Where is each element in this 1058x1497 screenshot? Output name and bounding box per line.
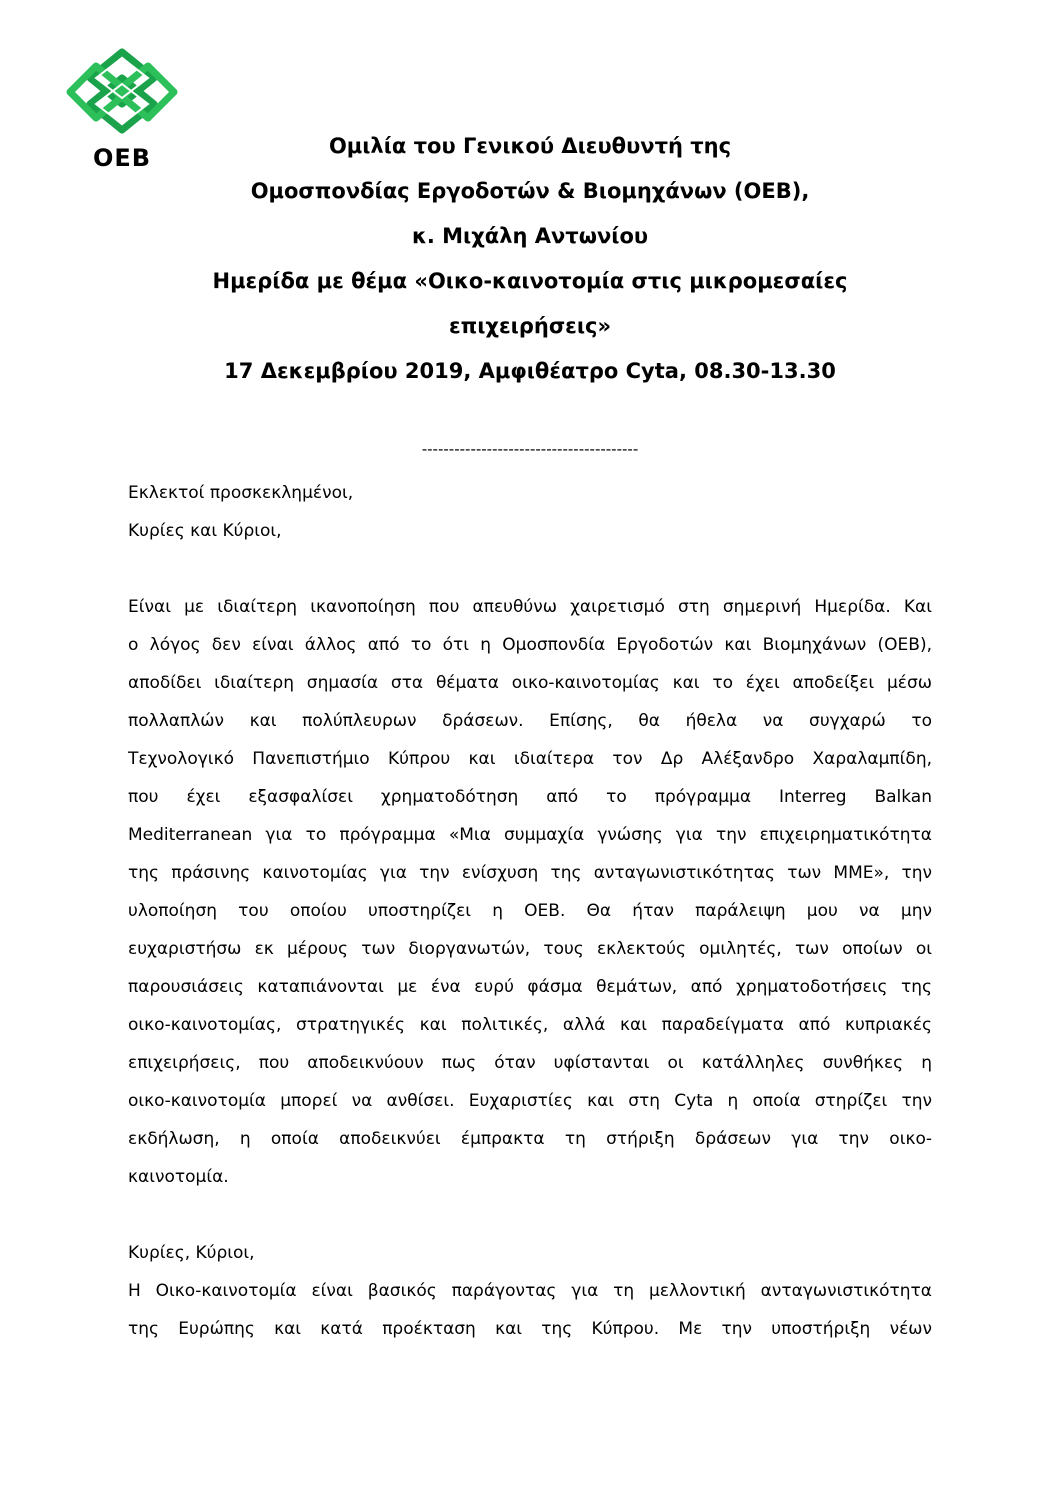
paragraph-line: Η Οικο-καινοτομία είναι βασικός παράγοντας για τη μελλοντική ανταγωνιστικότητα — [128, 1281, 932, 1301]
title-line: Ομιλία του Γενικού Διευθυντή της — [328, 134, 732, 158]
speech-title — [120, 124, 940, 394]
paragraph-line: της πράσινης καινοτομίας για την ενίσχυση της ανταγωνιστικότητας των ΜΜΕ», την — [128, 863, 932, 883]
title-line: κ. Μιχάλη Αντωνίου — [411, 224, 649, 248]
separator-line: ---------------------------------------- — [421, 440, 639, 458]
greeting-guests: Εκλεκτοί προσκεκλημένοι, — [128, 483, 354, 503]
paragraph-line: παρουσιάσεις καταπιάνονται με ένα ευρύ φάσμα θεμάτων, από χρηματοδοτήσεις της — [128, 977, 932, 997]
paragraph-line: καινοτομία. — [128, 1167, 229, 1187]
paragraph-line: οικο-καινοτομίας, στρατηγικές και πολιτικές, αλλά και παραδείγματα από κυπριακές — [128, 1015, 932, 1035]
paragraph-line: που έχει εξασφαλίσει χρηματοδότηση από το πρόγραμμα Interreg Balkan — [128, 787, 932, 807]
paragraph-line: ευχαριστήσω εκ μέρους των διοργανωτών, τους εκλεκτούς ομιλητές, των οποίων οι — [128, 939, 932, 959]
paragraph-eco-innovation — [128, 1272, 932, 1348]
title-line: 17 Δεκεμβρίου 2019, Αμφιθέατρο Cyta, 08.30-13.30 — [224, 359, 836, 383]
paragraph-intro — [128, 588, 932, 1196]
paragraph-line: αποδίδει ιδιαίτερη σημασία στα θέματα οικο-καινοτομίας και το έχει αποδείξει μέσω — [128, 673, 932, 693]
paragraph-line: οικο-καινοτομία μπορεί να ανθίσει. Ευχαριστίες και στη Cyta η οποία στηρίζει την — [128, 1091, 932, 1111]
greeting-ladies-gentlemen-2: Κυρίες, Κύριοι, — [128, 1243, 255, 1263]
paragraph-line: υλοποίηση του οποίου υποστηρίζει η ΟΕΒ. Θα ήταν παράλειψη μου να μην — [128, 901, 932, 921]
paragraph-line: Είναι με ιδιαίτερη ικανοποίηση που απευθύνω χαιρετισμό στη σημερινή Ημερίδα. Και — [128, 597, 932, 617]
logo-text: OEB — [92, 144, 152, 172]
paragraph-line: της Ευρώπης και κατά προέκταση και της Κύπρου. Με την υποστήριξη νέων — [128, 1319, 932, 1339]
title-line: Ομοσπονδίας Εργοδοτών & Βιομηχάνων (ΟΕΒ), — [250, 179, 810, 203]
greeting-ladies-gentlemen: Κυρίες και Κύριοι, — [128, 521, 282, 541]
paragraph-line: πολλαπλών και πολύπλευρων δράσεων. Επίσης, θα ήθελα να συγχαρώ το — [128, 711, 932, 731]
paragraph-line: Τεχνολογικό Πανεπιστήμιο Κύπρου και ιδιαίτερα τον Δρ Αλέξανδρο Χαραλαμπίδη, — [128, 749, 932, 769]
title-line: επιχειρήσεις» — [448, 314, 612, 338]
paragraph-line: επιχειρήσεις, που αποδεικνύουν πως όταν υφίστανται οι κατάλληλες συνθήκες η — [128, 1053, 932, 1073]
paragraph-line: εκδήλωση, η οποία αποδεικνύει έμπρακτα τη στήριξη δράσεων για την οικο- — [128, 1129, 932, 1149]
paragraph-line: Mediterranean για το πρόγραμμα «Μια συμμαχία γνώσης για την επιχειρηματικότητα — [128, 825, 932, 845]
title-line: Ημερίδα με θέμα «Οικο-καινοτομία στις μικρομεσαίες — [212, 269, 848, 293]
paragraph-line: ο λόγος δεν είναι άλλος από το ότι η Ομοσπονδία Εργοδοτών και Βιομηχάνων (ΟΕΒ), — [128, 635, 932, 655]
